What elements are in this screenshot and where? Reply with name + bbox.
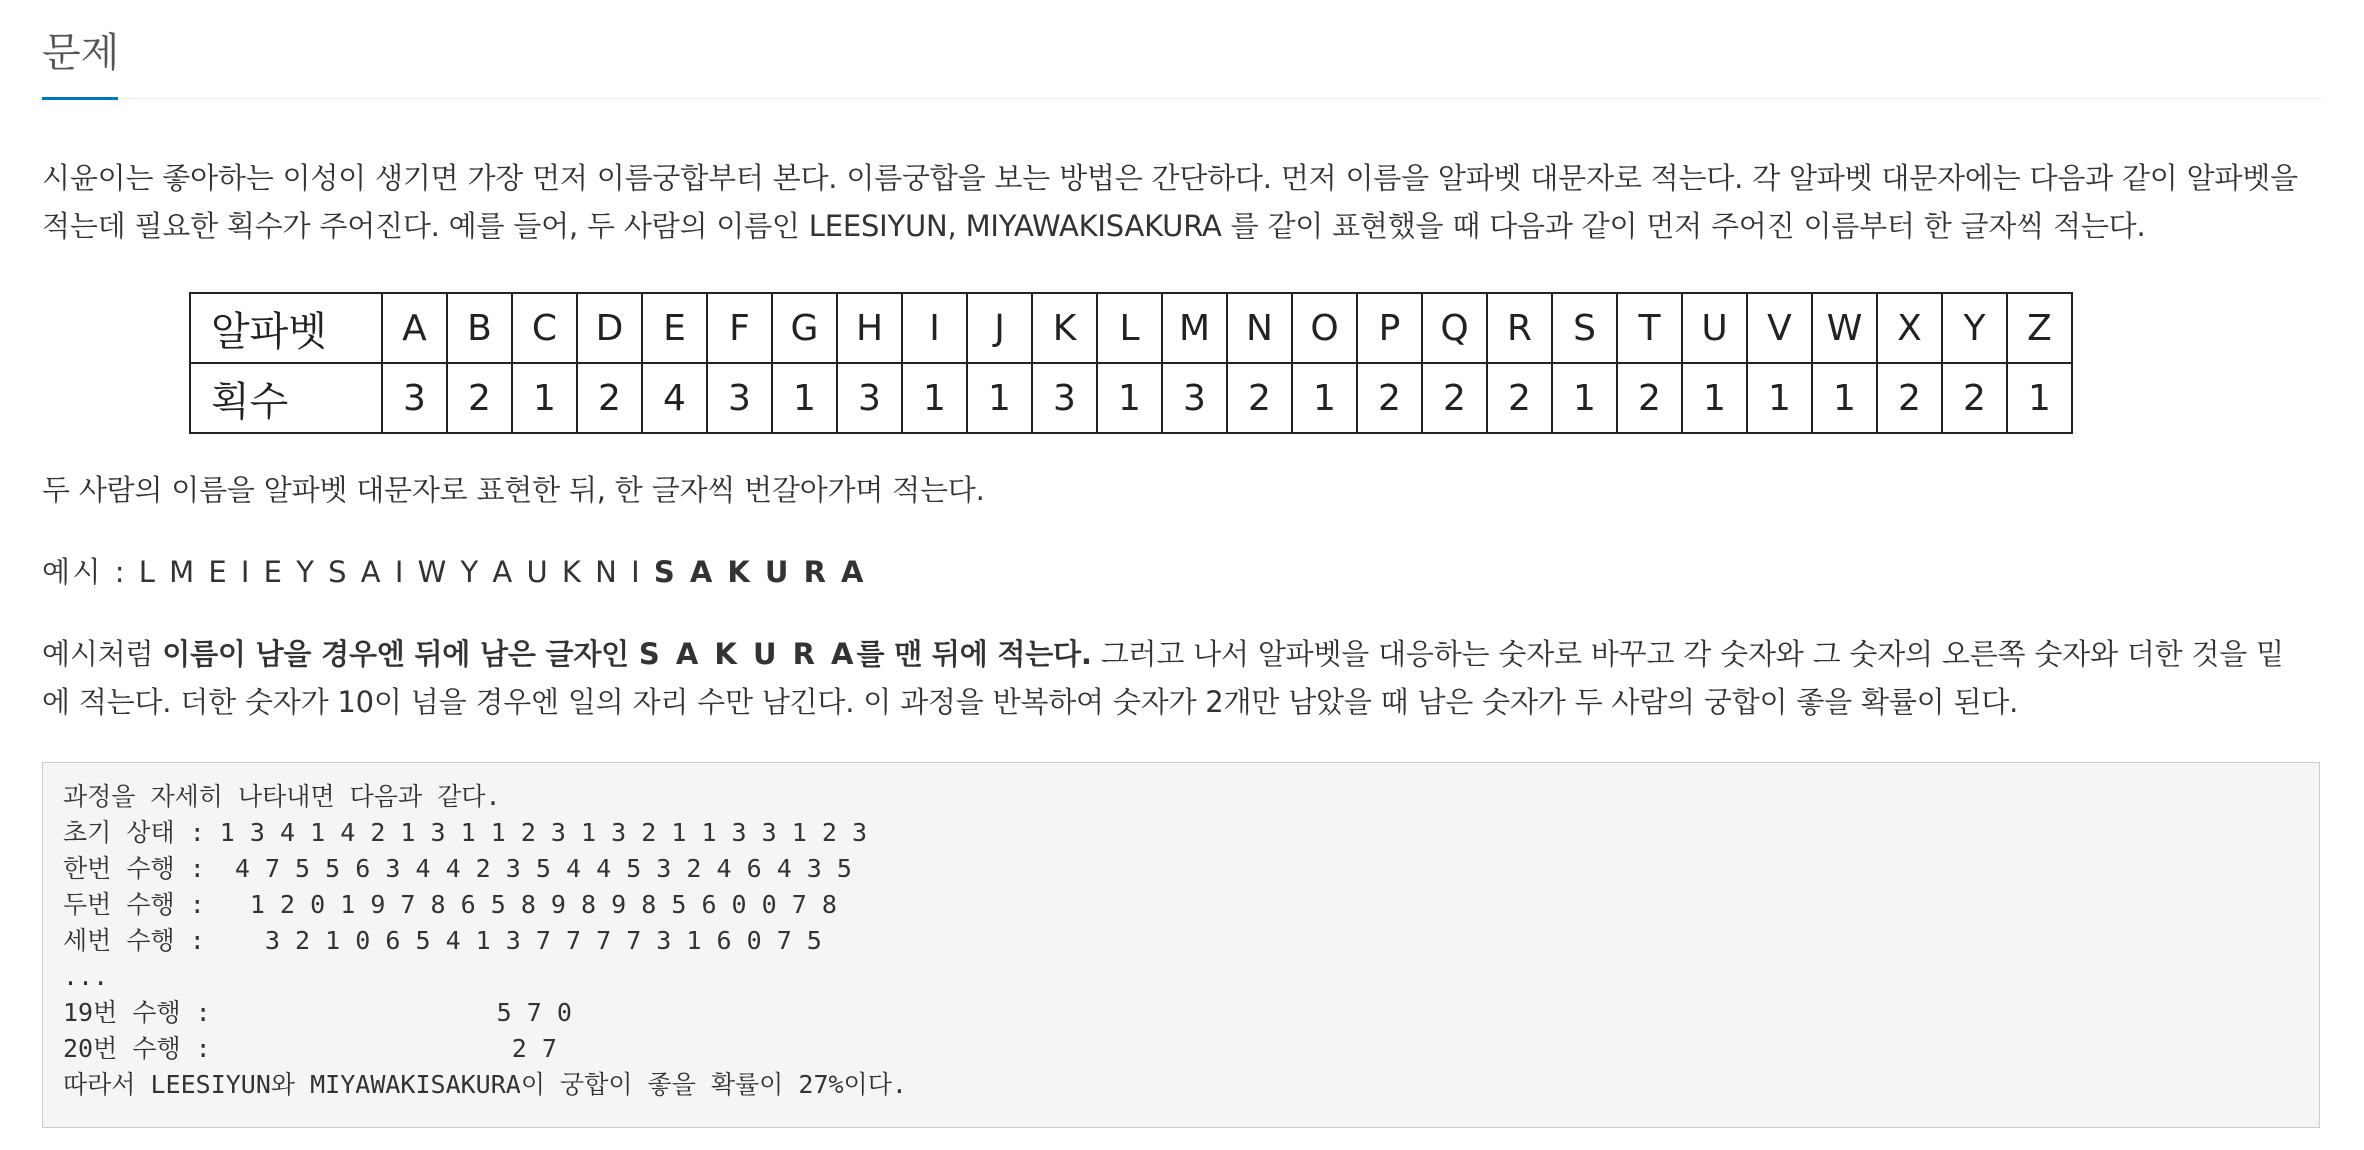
table-cell-stroke: 1 xyxy=(1552,363,1617,433)
table-cell-letter: H xyxy=(837,293,902,363)
table-cell-letter: S xyxy=(1552,293,1617,363)
table-cell-stroke: 2 xyxy=(1617,363,1682,433)
code-line: 두번 수행 : 1 2 0 1 9 7 8 6 5 8 9 8 9 8 5 6 0 0 7 8 xyxy=(63,890,837,919)
table-cell-stroke: 2 xyxy=(577,363,642,433)
code-line: 한번 수행 : 4 7 5 5 6 3 4 4 2 3 5 4 4 5 3 2 4 6 4 3 5 xyxy=(63,854,852,883)
table-cell-stroke: 1 xyxy=(902,363,967,433)
para3-part2: 그러고 나서 알파벳을 대응하는 숫자로 바꾸고 각 숫자와 그 숫자의 오른쪽 숫자와 더한 것을 밑에 적는다. 더한 숫자가 10이 넘을 경우엔 일의 자리 수만 남긴다. 이 과정을 반복하여 숫자가 2개만 남았을 때 남은 숫자가 두 사람의 궁합이 좋을 확률이 된다. xyxy=(42,637,2284,719)
table-cell-letter: Y xyxy=(1942,293,2007,363)
stroke-count-table xyxy=(189,292,2073,434)
table-cell-stroke: 3 xyxy=(1162,363,1227,433)
table-cell-letter: U xyxy=(1682,293,1747,363)
para3-bold2: S A K U R A xyxy=(638,637,857,671)
table-cell-letter: O xyxy=(1292,293,1357,363)
table-cell-stroke: 1 xyxy=(772,363,837,433)
table-cell-letter: B xyxy=(447,293,512,363)
table-cell-stroke: 1 xyxy=(1097,363,1162,433)
table-cell-stroke: 2 xyxy=(1487,363,1552,433)
section-header xyxy=(42,0,2322,99)
para3-bold1: 이름이 남을 경우엔 뒤에 남은 글자인 xyxy=(162,637,639,671)
table-cell-letter: F xyxy=(707,293,772,363)
table-cell-stroke: 1 xyxy=(1292,363,1357,433)
table-cell-stroke: 3 xyxy=(837,363,902,433)
problem-paragraph-2: 두 사람의 이름을 알파벳 대문자로 표현한 뒤, 한 글자씩 번갈아가며 적는다. xyxy=(42,473,985,507)
table-cell-letter: K xyxy=(1032,293,1097,363)
table-cell-stroke: 3 xyxy=(382,363,447,433)
table-cell-letter: E xyxy=(642,293,707,363)
code-line: 20번 수행 : 2 7 xyxy=(63,1034,557,1063)
table-header-strokes: 획수 xyxy=(190,363,382,433)
table-row-strokes xyxy=(190,363,2072,433)
table-cell-stroke: 2 xyxy=(1877,363,1942,433)
para3-part1: 예시처럼 xyxy=(42,637,163,671)
table-cell-letter: I xyxy=(902,293,967,363)
table-cell-letter: D xyxy=(577,293,642,363)
table-row-letters xyxy=(190,293,2072,363)
table-cell-letter: Z xyxy=(2007,293,2072,363)
table-cell-letter: A xyxy=(382,293,447,363)
table-cell-letter: N xyxy=(1227,293,1292,363)
table-cell-stroke: 1 xyxy=(1812,363,1877,433)
code-line: 따라서 LEESIYUN와 MIYAWAKISAKURA이 궁합이 좋을 확률이 27%이다. xyxy=(63,1070,907,1099)
table-cell-letter: G xyxy=(772,293,837,363)
table-cell-letter: P xyxy=(1357,293,1422,363)
table-cell-stroke: 1 xyxy=(1747,363,1812,433)
table-cell-letter: W xyxy=(1812,293,1877,363)
table-cell-letter: J xyxy=(967,293,1032,363)
table-cell-stroke: 1 xyxy=(967,363,1032,433)
code-line: 세번 수행 : 3 2 1 0 6 5 4 1 3 7 7 7 7 3 1 6 0 7 5 xyxy=(63,926,822,955)
table-cell-letter: Q xyxy=(1422,293,1487,363)
table-cell-stroke: 2 xyxy=(1227,363,1292,433)
problem-paragraph-1: 시윤이는 좋아하는 이성이 생기면 가장 먼저 이름궁합부터 본다. 이름궁합을 보는 방법은 간단하다. 먼저 이름을 알파벳 대문자로 적는다. 각 알파벳 대문자에는 다음과 같이 알파벳을 적는데 필요한 획수가 주어진다. 예를 들어, 두 사람의 이름인 LEESIYUN, MIYAWAKISAKURA 를 같이 표현했을 때 다음과 같이 먼저 주어진 이름부터 한 글자씩 적는다. xyxy=(42,161,2298,243)
table-cell-stroke: 2 xyxy=(1357,363,1422,433)
example-bold: S A K U R A xyxy=(653,555,866,589)
table-cell-letter: X xyxy=(1877,293,1942,363)
code-line: 초기 상태 : 1 3 4 1 4 2 1 3 1 1 2 3 1 3 2 1 1 3 3 1 2 3 xyxy=(63,818,868,847)
table-cell-letter: L xyxy=(1097,293,1162,363)
table-cell-stroke: 3 xyxy=(707,363,772,433)
table-cell-stroke: 3 xyxy=(1032,363,1097,433)
table-cell-stroke: 1 xyxy=(512,363,577,433)
title-underline xyxy=(42,97,118,100)
table-cell-letter: M xyxy=(1162,293,1227,363)
table-cell-stroke: 4 xyxy=(642,363,707,433)
table-cell-stroke: 2 xyxy=(1422,363,1487,433)
problem-paragraph-3 xyxy=(42,630,2302,726)
table-cell-stroke: 2 xyxy=(1942,363,2007,433)
table-cell-stroke: 2 xyxy=(447,363,512,433)
table-cell-stroke: 1 xyxy=(1682,363,1747,433)
table-cell-letter: C xyxy=(512,293,577,363)
table-header-alphabet: 알파벳 xyxy=(190,293,382,363)
table-cell-letter: V xyxy=(1747,293,1812,363)
table-cell-letter: T xyxy=(1617,293,1682,363)
example-line xyxy=(42,548,2302,596)
para3-bold3: 를 맨 뒤에 적는다. xyxy=(856,637,1092,671)
code-line: 19번 수행 : 5 7 0 xyxy=(63,998,572,1027)
code-line: 과정을 자세히 나타내면 다음과 같다. xyxy=(63,782,501,811)
table-cell-letter: R xyxy=(1487,293,1552,363)
section-title: 문제 xyxy=(42,30,120,76)
table-cell-stroke: 1 xyxy=(2007,363,2072,433)
example-prefix: 예시 : L M E I E Y S A I W Y A U K N I xyxy=(42,555,654,589)
process-code-block xyxy=(42,762,2320,1128)
code-line: ... xyxy=(63,962,109,991)
